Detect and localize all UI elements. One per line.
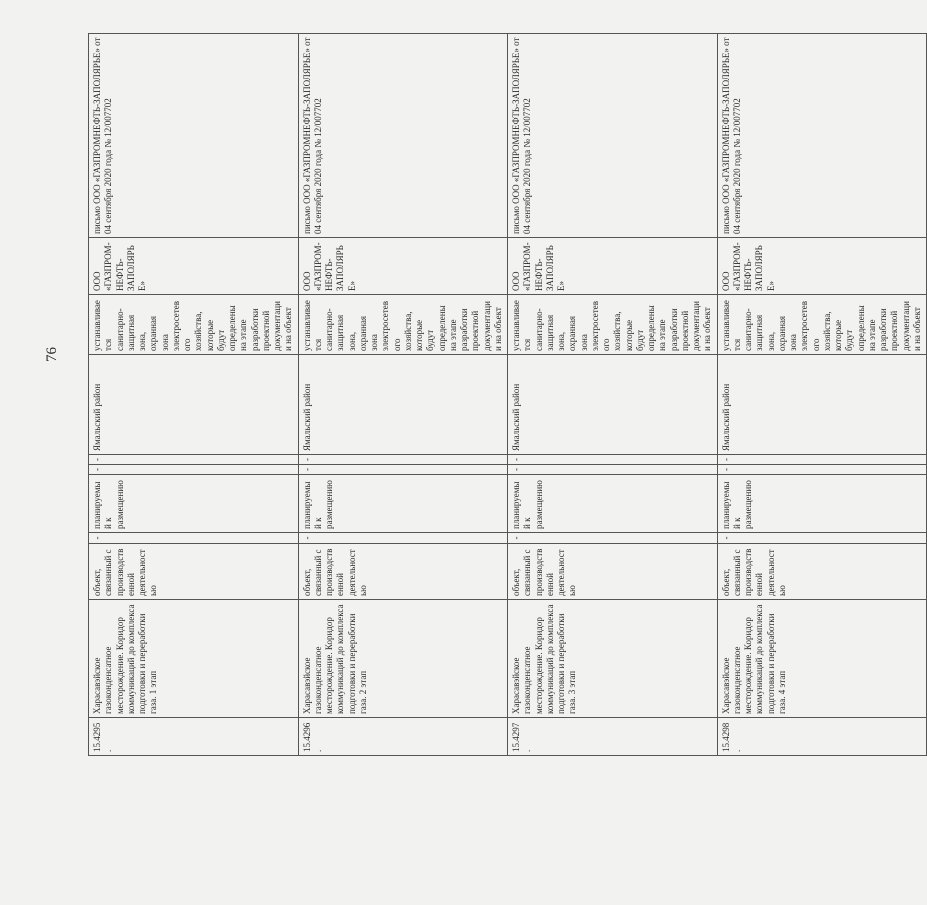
object-zone: устанавливается санитарно-защитная зона, охранная зона электросетевого хозяйства, которые будут определены на этапе разработки проектной документации на объект	[298, 295, 508, 355]
cell-dash: -	[298, 455, 508, 465]
row-number: 15.4298.	[717, 718, 927, 756]
object-document: письмо ООО «ГАЗПРОМНЕФТЬ-ЗАПОЛЯРЬЕ» от 04 сентября 2020 года № 12/007702	[298, 34, 508, 238]
cell-dash: -	[298, 465, 508, 475]
cell-dash: -	[89, 533, 299, 544]
object-status: планируемый к размещению	[508, 475, 718, 533]
object-status: планируемый к размещению	[298, 475, 508, 533]
object-purpose: объект, связанный с производственной деятельностью	[298, 544, 508, 600]
table-row	[89, 34, 299, 756]
cell-dash: -	[89, 465, 299, 475]
object-document: письмо ООО «ГАЗПРОМНЕФТЬ-ЗАПОЛЯРЬЕ» от 04 сентября 2020 года № 12/007702	[717, 34, 927, 238]
cell-dash: -	[89, 455, 299, 465]
cell-dash: -	[717, 465, 927, 475]
object-document: письмо ООО «ГАЗПРОМНЕФТЬ-ЗАПОЛЯРЬЕ» от 04 сентября 2020 года № 12/007702	[508, 34, 718, 238]
cell-dash: -	[717, 455, 927, 465]
cell-dash: -	[508, 533, 718, 544]
page-number: 76	[44, 347, 60, 362]
row-number: 15.4297.	[508, 718, 718, 756]
object-name: Харасавэйское газоконденсатное месторождение. Коридор коммуникаций до комплекса подготовки и переработки газа. 4 этап	[717, 600, 927, 718]
object-name: Харасавэйское газоконденсатное месторождение. Коридор коммуникаций до комплекса подготовки и переработки газа. 3 этап	[508, 600, 718, 718]
object-organization: ООО «ГАЗПРОМ-НЕФТЬ-ЗАПОЛЯРЬЕ»	[89, 238, 299, 295]
object-name: Харасавэйское газоконденсатное месторождение. Коридор коммуникаций до комплекса подготовки и переработки газа. 2 этап	[298, 600, 508, 718]
row-number: 15.4295.	[89, 718, 299, 756]
object-area: Ямальский район	[717, 355, 927, 455]
object-name: Харасавэйское газоконденсатное месторождение. Коридор коммуникаций до комплекса подготовки и переработки газа. 1 этап	[89, 600, 299, 718]
table-row	[717, 34, 927, 756]
object-organization: ООО «ГАЗПРОМ-НЕФТЬ-ЗАПОЛЯРЬЕ»	[298, 238, 508, 295]
object-area: Ямальский район	[89, 355, 299, 455]
row-number: 15.4296.	[298, 718, 508, 756]
object-purpose: объект, связанный с производственной деятельностью	[717, 544, 927, 600]
object-document: письмо ООО «ГАЗПРОМНЕФТЬ-ЗАПОЛЯРЬЕ» от 04 сентября 2020 года № 12/007702	[89, 34, 299, 238]
object-area: Ямальский район	[508, 355, 718, 455]
object-status: планируемый к размещению	[89, 475, 299, 533]
object-organization: ООО «ГАЗПРОМ-НЕФТЬ-ЗАПОЛЯРЬЕ»	[717, 238, 927, 295]
cell-dash: -	[717, 533, 927, 544]
objects-table	[88, 33, 927, 756]
object-area: Ямальский район	[298, 355, 508, 455]
object-organization: ООО «ГАЗПРОМ-НЕФТЬ-ЗАПОЛЯРЬЕ»	[508, 238, 718, 295]
object-status: планируемый к размещению	[717, 475, 927, 533]
cell-dash: -	[508, 465, 718, 475]
object-zone: устанавливается санитарно-защитная зона, охранная зона электросетевого хозяйства, которые будут определены на этапе разработки проектной документации на объект	[508, 295, 718, 355]
object-zone: устанавливается санитарно-защитная зона, охранная зона электросетевого хозяйства, которые будут определены на этапе разработки проектной документации на объект	[89, 295, 299, 355]
table-row	[508, 34, 718, 756]
object-purpose: объект, связанный с производственной деятельностью	[89, 544, 299, 600]
object-zone: устанавливается санитарно-защитная зона, охранная зона электросетевого хозяйства, которые будут определены на этапе разработки проектной документации на объект	[717, 295, 927, 355]
rotated-table-container	[88, 34, 922, 756]
table-row	[298, 34, 508, 756]
cell-dash: -	[298, 533, 508, 544]
object-purpose: объект, связанный с производственной деятельностью	[508, 544, 718, 600]
cell-dash: -	[508, 455, 718, 465]
